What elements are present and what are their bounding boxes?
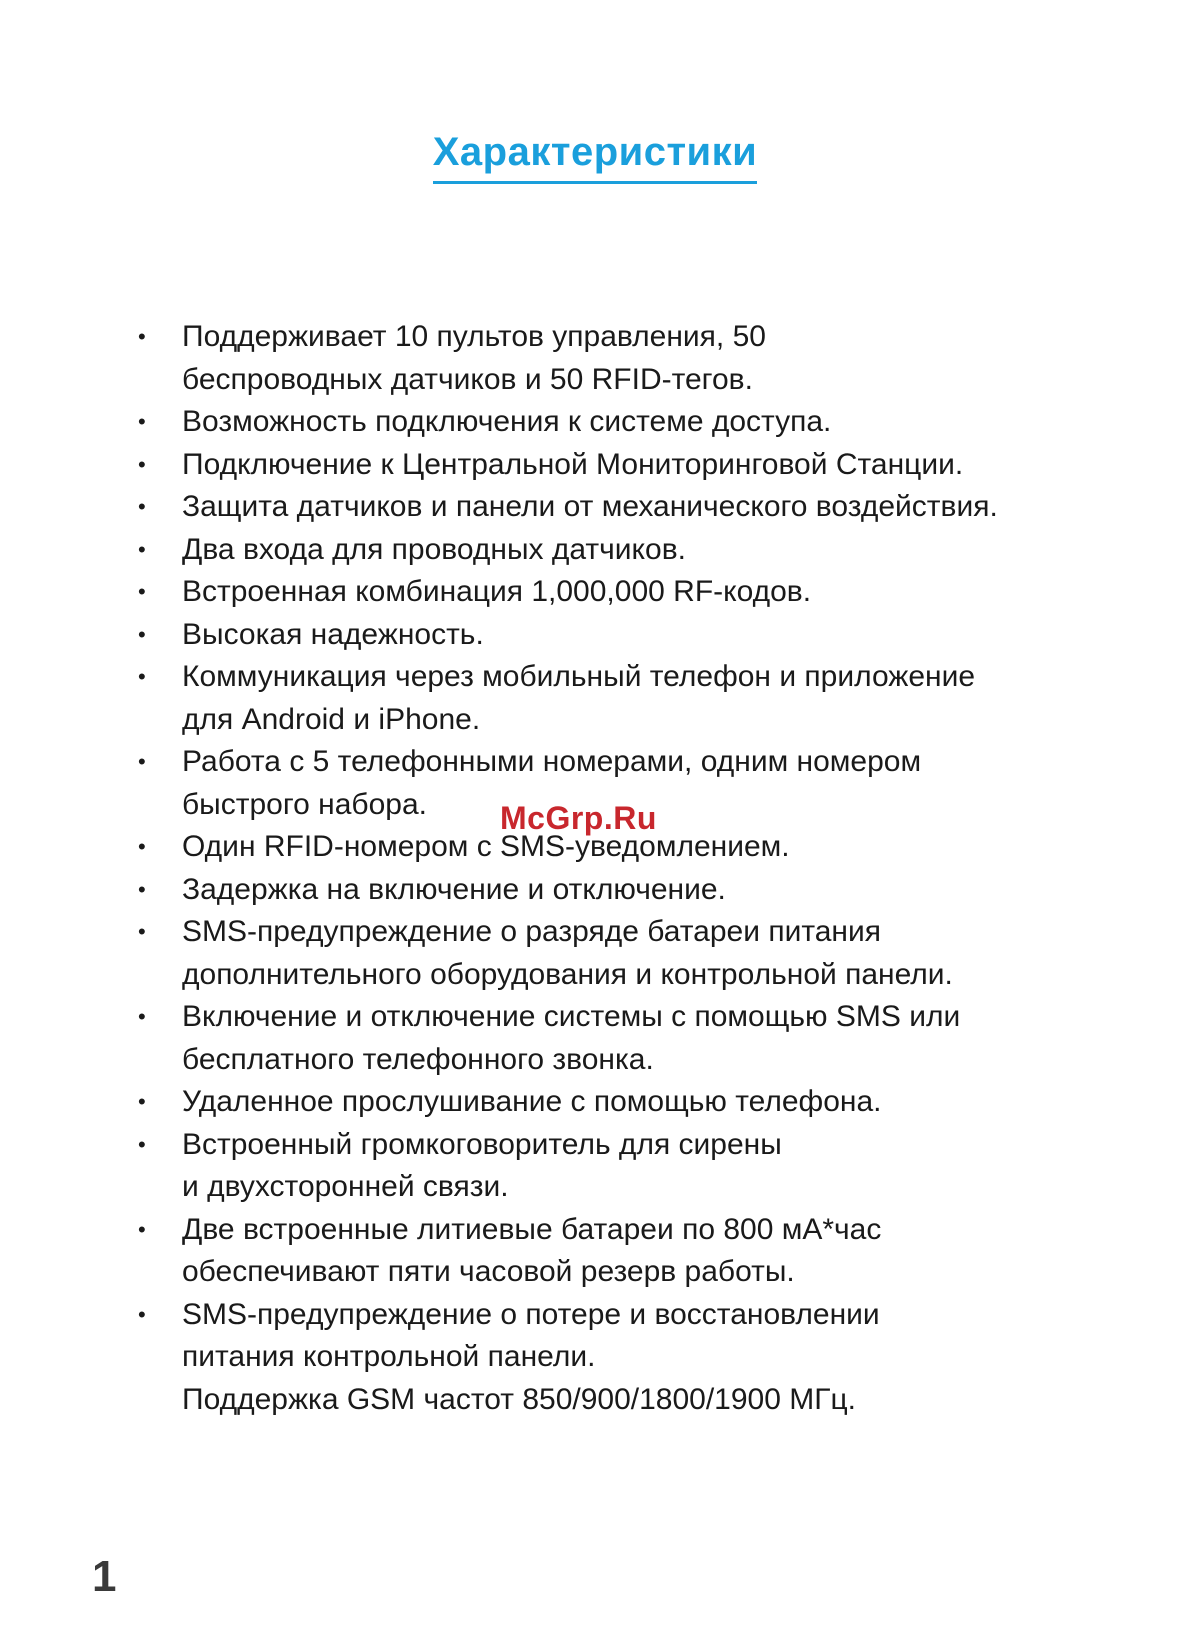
bullet-icon: •	[138, 919, 146, 944]
feature-item	[130, 1124, 1120, 1209]
feature-text-line: питания контрольной панели.	[182, 1340, 596, 1373]
bullet-icon: •	[138, 494, 146, 519]
feature-text-line: бесплатного телефонного звонка.	[182, 1042, 654, 1076]
feature-text-line: Поддерживает 10 пультов управления, 50	[182, 320, 766, 353]
bullet-icon: •	[138, 324, 146, 349]
feature-text-line: Защита датчиков и панели от механического воздействия.	[182, 490, 998, 523]
feature-item	[130, 656, 1120, 741]
feature-text-line: обеспечивают пяти часовой резерв работы.	[182, 1255, 795, 1288]
feature-text-line: Две встроенные литиевые батареи по 800 мА*час	[182, 1212, 882, 1246]
feature-text-line: Высокая надежность.	[182, 617, 484, 651]
bullet-icon: •	[138, 1216, 146, 1242]
feature-text-line: Возможность подключения к системе доступа.	[182, 405, 832, 438]
bullet-icon: •	[138, 1089, 146, 1114]
bullet-icon: •	[138, 451, 146, 477]
bullet-icon: •	[138, 621, 146, 647]
feature-item	[130, 1209, 1120, 1294]
feature-text-line: Встроенный громкоговоритель для сирены	[182, 1127, 782, 1161]
bullet-icon: •	[138, 664, 146, 689]
feature-text-line: SMS-предупреждение о потере и восстановлении	[182, 1297, 880, 1331]
feature-item	[130, 486, 1120, 529]
feature-item	[130, 869, 1120, 912]
page-title-text: Характеристики	[433, 130, 758, 184]
feature-text-line: и двухсторонней связи.	[182, 1170, 509, 1203]
feature-text-line: Один RFID-номером с SMS-уведомлением.	[182, 830, 790, 863]
bullet-icon: •	[138, 1301, 146, 1327]
feature-item	[130, 444, 1120, 487]
feature-text-line: Поддержка GSM частот 850/900/1800/1900 МГц.	[182, 1382, 857, 1416]
page-title	[0, 130, 1190, 184]
feature-item	[130, 401, 1120, 444]
feature-text-line: SMS-предупреждение о разряде батареи питания	[182, 915, 881, 948]
feature-text-line: быстрого набора.	[182, 787, 427, 821]
feature-item	[130, 316, 1120, 401]
feature-item	[130, 614, 1120, 657]
bullet-icon: •	[138, 1131, 146, 1157]
feature-text-line: дополнительного оборудования и контрольной панели.	[182, 957, 953, 991]
feature-text-line: для Android и iPhone.	[182, 702, 481, 736]
bullet-icon: •	[138, 834, 146, 859]
bullet-icon: •	[138, 409, 146, 434]
feature-text-line: Два входа для проводных датчиков.	[182, 532, 686, 566]
feature-item	[130, 529, 1120, 572]
feature-item	[130, 996, 1120, 1081]
feature-text-line: Задержка на включение и отключение.	[182, 872, 726, 906]
feature-text-line: Работа с 5 телефонными номерами, одним номером	[182, 745, 922, 778]
feature-text-line: Подключение к Центральной Мониторинговой Станции.	[182, 447, 964, 481]
page-number: 1	[92, 1552, 117, 1601]
feature-item	[130, 911, 1120, 996]
feature-item	[130, 1081, 1120, 1124]
bullet-icon: •	[138, 749, 146, 774]
feature-list	[130, 316, 1120, 1421]
watermark: McGrp.Ru	[500, 800, 657, 836]
feature-text-line: беспроводных датчиков и 50 RFID-тегов.	[182, 362, 753, 396]
bullet-icon: •	[138, 876, 146, 902]
feature-item	[130, 571, 1120, 614]
feature-text-line: Коммуникация через мобильный телефон и приложение	[182, 660, 976, 693]
bullet-icon: •	[138, 536, 146, 562]
feature-item	[130, 1294, 1120, 1422]
feature-text-line: Включение и отключение системы с помощью SMS или	[182, 1000, 961, 1033]
feature-text-line: Удаленное прослушивание с помощью телефона.	[182, 1085, 882, 1118]
bullet-icon: •	[138, 579, 146, 604]
feature-text-line: Встроенная комбинация 1,000,000 RF-кодов.	[182, 575, 812, 608]
bullet-icon: •	[138, 1004, 146, 1029]
